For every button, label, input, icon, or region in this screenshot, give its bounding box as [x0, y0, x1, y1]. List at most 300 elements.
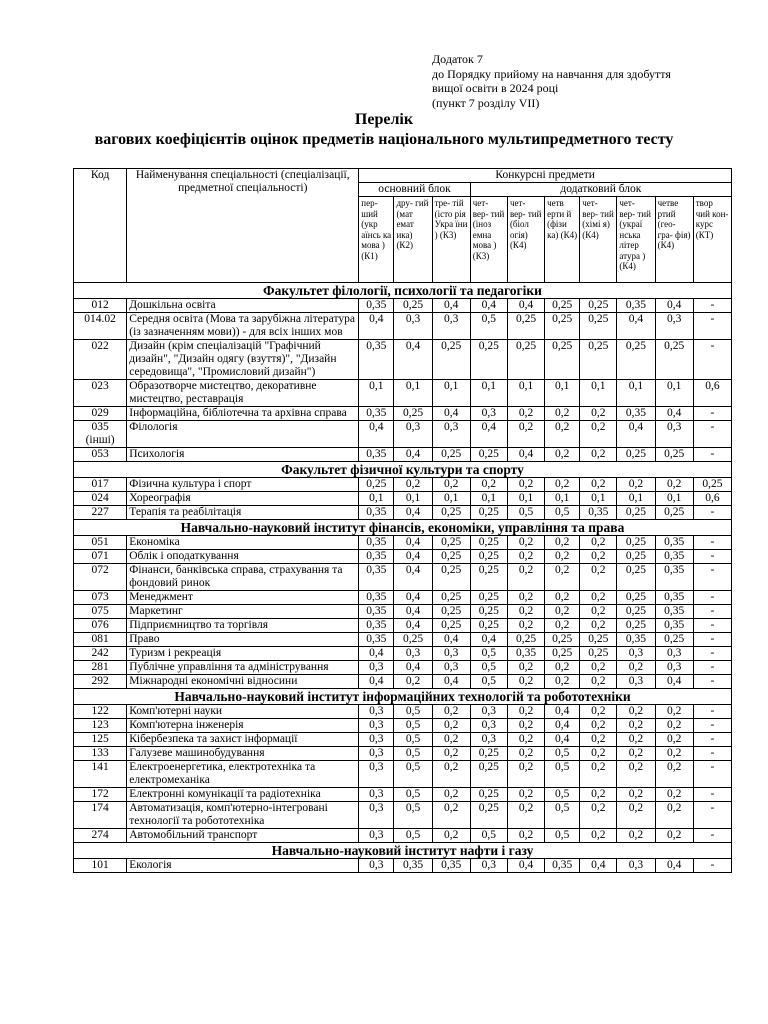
coefficient-cell: 0,25	[655, 633, 693, 647]
table-row	[74, 705, 732, 719]
coefficient-cell: 0,3	[432, 647, 470, 661]
coefficient-cell: -	[693, 675, 731, 689]
coefficient-cell: 0,2	[432, 478, 470, 492]
specialty-name: Комп'ютерна інженерія	[127, 719, 359, 733]
coefficient-cell: 0,2	[545, 605, 580, 619]
coefficient-cell: 0,3	[359, 829, 394, 843]
coefficient-cell: 0,35	[545, 859, 580, 873]
coefficient-cell: 0,1	[580, 492, 617, 506]
coefficient-cell: 0,1	[655, 492, 693, 506]
specialty-name: Автоматизація, комп'ютерно-інтегровані технології та робототехніка	[127, 802, 359, 829]
coefficient-cell: 0,2	[545, 661, 580, 675]
coefficient-cell: 0,35	[359, 633, 394, 647]
coefficient-cell: -	[693, 647, 731, 661]
table-row	[74, 299, 732, 313]
coefficient-cell: 0,3	[359, 705, 394, 719]
coefficient-cell: 0,35	[359, 340, 394, 380]
specialty-name: Філологія	[127, 421, 359, 448]
coefficient-cell: 0,3	[359, 788, 394, 802]
specialty-name: Кібербезпека та захист інформації	[127, 733, 359, 747]
coefficient-cell: 0,4	[394, 340, 432, 380]
specialty-name: Дошкільна освіта	[127, 299, 359, 313]
specialty-code: 133	[74, 747, 127, 761]
coefficient-cell: 0,2	[507, 733, 544, 747]
header-k4d: чет- вер- тий (украї нська літер атура ) (К4)	[617, 197, 655, 283]
specialty-code: 122	[74, 705, 127, 719]
coefficient-cell: 0,2	[655, 788, 693, 802]
coefficient-cell: 0,5	[470, 675, 507, 689]
coefficient-cell: 0,4	[655, 299, 693, 313]
header-k4a: чет- вер- тий (біол огія) (К4)	[507, 197, 544, 283]
coefficient-cell: -	[693, 733, 731, 747]
coefficient-cell: 0,3	[470, 733, 507, 747]
coefficient-cell: 0,5	[394, 733, 432, 747]
coefficient-cell: 0,3	[617, 647, 655, 661]
coefficient-cell: 0,3	[470, 859, 507, 873]
faculty-header-row	[74, 843, 732, 859]
coefficient-cell: 0,4	[359, 421, 394, 448]
specialty-code: 274	[74, 829, 127, 843]
specialty-name: Право	[127, 633, 359, 647]
coefficient-cell: 0,5	[394, 829, 432, 843]
coefficient-cell: 0,1	[617, 380, 655, 407]
coefficient-cell: 0,1	[394, 380, 432, 407]
coefficient-cell: 0,2	[617, 719, 655, 733]
coefficient-cell: 0,3	[359, 747, 394, 761]
faculty-header-row	[74, 283, 732, 299]
coefficient-cell: 0,5	[394, 761, 432, 788]
coefficient-cell: 0,2	[507, 591, 544, 605]
specialty-code: 174	[74, 802, 127, 829]
coefficient-cell: 0,4	[432, 407, 470, 421]
document-subtitle: вагових коефіцієнтів оцінок предметів національного мультипредметного тесту	[94, 131, 674, 148]
coefficient-cell: 0,2	[580, 421, 617, 448]
specialty-code: 081	[74, 633, 127, 647]
coefficient-cell: -	[693, 506, 731, 520]
coefficient-cell: 0,25	[617, 550, 655, 564]
coefficient-cell: 0,4	[507, 448, 544, 462]
coefficient-cell: 0,1	[545, 380, 580, 407]
coefficient-cell: 0,35	[655, 619, 693, 633]
coefficient-cell: 0,2	[432, 788, 470, 802]
table-row	[74, 747, 732, 761]
faculty-name: Навчально-науковий інститут нафти і газу	[74, 843, 732, 859]
coefficient-cell: -	[693, 550, 731, 564]
annex-note	[432, 52, 671, 110]
coefficient-cell: 0,2	[432, 761, 470, 788]
table-row	[74, 448, 732, 462]
specialty-code: 029	[74, 407, 127, 421]
table-row	[74, 564, 732, 591]
coefficient-cell: 0,2	[507, 705, 544, 719]
coefficient-cell: 0,2	[545, 448, 580, 462]
coefficient-cell: 0,5	[394, 747, 432, 761]
coefficient-cell: 0,25	[470, 550, 507, 564]
coefficient-cell: 0,1	[655, 380, 693, 407]
specialty-name: Фінанси, банківська справа, страхування та фондовий ринок	[127, 564, 359, 591]
specialty-code: 242	[74, 647, 127, 661]
coefficient-cell: 0,2	[580, 719, 617, 733]
coefficient-cell: 0,2	[655, 802, 693, 829]
coefficient-cell: 0,2	[507, 829, 544, 843]
coefficient-cell: 0,25	[655, 448, 693, 462]
coefficient-cell: 0,4	[432, 633, 470, 647]
header-k4b: четв ерти й (фізи ка) (К4)	[545, 197, 580, 283]
coefficient-cell: 0,25	[580, 340, 617, 380]
table-row	[74, 407, 732, 421]
coefficient-cell: 0,2	[580, 829, 617, 843]
coefficient-cell: 0,1	[507, 380, 544, 407]
header-main-block: основний блок	[359, 183, 471, 197]
coefficient-cell: 0,2	[617, 788, 655, 802]
table-row	[74, 536, 732, 550]
specialty-code: 071	[74, 550, 127, 564]
coefficient-cell: 0,35	[580, 506, 617, 520]
coefficient-cell: 0,2	[580, 705, 617, 719]
coefficient-cell: 0,2	[580, 536, 617, 550]
coefficient-cell: 0,5	[394, 705, 432, 719]
coefficient-cell: 0,35	[359, 591, 394, 605]
table-row	[74, 492, 732, 506]
faculty-name: Факультет філології, психології та педагогіки	[74, 283, 732, 299]
table-row	[74, 647, 732, 661]
coefficient-cell: 0,35	[359, 407, 394, 421]
coefficient-cell: 0,3	[432, 421, 470, 448]
table-row	[74, 506, 732, 520]
header-kt: твор чий кон- курс (КТ)	[693, 197, 731, 283]
coefficient-cell: 0,3	[617, 859, 655, 873]
coefficient-cell: 0,2	[507, 802, 544, 829]
coefficient-cell: 0,4	[507, 859, 544, 873]
coefficient-cell: -	[693, 633, 731, 647]
coefficient-cell: 0,2	[432, 719, 470, 733]
coefficient-cell: 0,2	[507, 478, 544, 492]
specialty-code: 014.02	[74, 313, 127, 340]
coefficient-cell: 0,25	[507, 633, 544, 647]
coefficient-cell: 0,2	[655, 719, 693, 733]
table-row	[74, 719, 732, 733]
specialty-code: 141	[74, 761, 127, 788]
faculty-name: Навчально-науковий інститут фінансів, економіки, управління та права	[74, 520, 732, 536]
coefficient-cell: 0,25	[617, 536, 655, 550]
coefficient-cell: 0,2	[655, 747, 693, 761]
coefficient-cell: 0,25	[470, 591, 507, 605]
coefficient-cell: 0,5	[545, 747, 580, 761]
coefficient-cell: 0,25	[432, 506, 470, 520]
coefficient-cell: 0,4	[545, 719, 580, 733]
table-row	[74, 829, 732, 843]
coefficient-cell: 0,25	[432, 619, 470, 633]
coefficient-cell: 0,25	[617, 564, 655, 591]
coefficient-cell: 0,2	[580, 788, 617, 802]
specialty-name: Психологія	[127, 448, 359, 462]
header-k2: дру- гий (мат емат ика) (К2)	[394, 197, 432, 283]
coefficient-cell: 0,2	[580, 747, 617, 761]
coefficient-cell: 0,2	[580, 761, 617, 788]
specialty-code: 051	[74, 536, 127, 550]
coefficient-cell: 0,2	[507, 761, 544, 788]
coefficient-cell: 0,25	[617, 448, 655, 462]
coefficient-cell: 0,25	[545, 340, 580, 380]
coefficient-cell: 0,4	[470, 633, 507, 647]
coefficient-cell: 0,4	[394, 536, 432, 550]
table-row	[74, 619, 732, 633]
faculty-name: Факультет фізичної культури та спорту	[74, 462, 732, 478]
coefficient-cell: 0,25	[470, 802, 507, 829]
coefficient-cell: 0,25	[432, 448, 470, 462]
annex-line: до Порядку прийому на навчання для здобуття	[432, 66, 671, 81]
coefficient-cell: 0,2	[432, 705, 470, 719]
table-row	[74, 313, 732, 340]
coefficient-cell: 0,25	[432, 591, 470, 605]
coefficient-cell: 0,2	[432, 733, 470, 747]
coefficient-cell: 0,2	[580, 619, 617, 633]
coefficient-cell: 0,25	[693, 478, 731, 492]
specialty-name: Маркетинг	[127, 605, 359, 619]
coefficient-cell: 0,2	[507, 421, 544, 448]
specialty-code: 076	[74, 619, 127, 633]
coefficient-cell: 0,25	[432, 605, 470, 619]
specialty-code: 281	[74, 661, 127, 675]
table-row	[74, 605, 732, 619]
coefficient-cell: 0,25	[470, 448, 507, 462]
specialty-name: Автомобільний транспорт	[127, 829, 359, 843]
coefficient-cell: -	[693, 705, 731, 719]
specialty-name: Галузеве машинобудування	[127, 747, 359, 761]
coefficient-cell: -	[693, 564, 731, 591]
coefficient-cell: 0,35	[617, 407, 655, 421]
coefficient-cell: 0,3	[359, 859, 394, 873]
specialty-name: Економіка	[127, 536, 359, 550]
coefficient-cell: 0,4	[394, 591, 432, 605]
table-row	[74, 802, 732, 829]
specialty-name: Електронні комунікації та радіотехніка	[127, 788, 359, 802]
table-row	[74, 788, 732, 802]
coefficient-cell: 0,25	[432, 550, 470, 564]
coefficient-cell: 0,2	[507, 619, 544, 633]
coefficient-cell: 0,2	[507, 788, 544, 802]
coefficient-cell: 0,2	[580, 802, 617, 829]
coefficient-cell: 0,2	[617, 829, 655, 843]
coefficient-cell: 0,2	[545, 421, 580, 448]
coefficient-cell: 0,2	[470, 478, 507, 492]
coefficient-cell: 0,5	[394, 719, 432, 733]
coefficient-cell: 0,25	[580, 633, 617, 647]
coefficient-cell: 0,5	[470, 647, 507, 661]
coefficient-cell: 0,1	[394, 492, 432, 506]
coefficient-cell: 0,5	[507, 506, 544, 520]
coefficient-cell: 0,6	[693, 492, 731, 506]
coefficient-cell: 0,25	[470, 340, 507, 380]
coefficient-cell: 0,3	[470, 407, 507, 421]
coefficient-cell: 0,25	[470, 788, 507, 802]
coefficient-cell: 0,25	[470, 605, 507, 619]
table-header-row	[74, 169, 732, 183]
specialty-code: 012	[74, 299, 127, 313]
coefficient-cell: 0,2	[580, 448, 617, 462]
coefficient-cell: 0,25	[545, 633, 580, 647]
coefficient-cell: 0,3	[470, 719, 507, 733]
coefficient-cell: 0,2	[580, 564, 617, 591]
specialty-code: 024	[74, 492, 127, 506]
specialty-name: Інформаційна, бібліотечна та архівна справа	[127, 407, 359, 421]
coefficient-cell: 0,4	[394, 506, 432, 520]
coefficient-cell: 0,6	[693, 380, 731, 407]
coefficient-cell: 0,2	[580, 733, 617, 747]
coefficient-cell: 0,2	[545, 536, 580, 550]
coefficient-cell: -	[693, 802, 731, 829]
coefficient-cell: 0,3	[359, 802, 394, 829]
coefficient-cell: 0,3	[359, 733, 394, 747]
coefficient-cell: 0,4	[394, 564, 432, 591]
coefficient-cell: 0,25	[470, 536, 507, 550]
specialty-name: Хореографія	[127, 492, 359, 506]
specialty-name: Публічне управління та адміністрування	[127, 661, 359, 675]
specialty-code: 227	[74, 506, 127, 520]
coefficient-cell: 0,1	[359, 492, 394, 506]
coefficient-cell: 0,35	[359, 550, 394, 564]
coefficient-cell: 0,4	[359, 675, 394, 689]
specialty-name: Облік і оподаткування	[127, 550, 359, 564]
coefficient-cell: 0,2	[580, 407, 617, 421]
coefficient-cell: 0,2	[655, 705, 693, 719]
coefficient-cell: 0,35	[394, 859, 432, 873]
specialty-code: 123	[74, 719, 127, 733]
coefficient-cell: 0,25	[580, 647, 617, 661]
coefficient-cell: 0,5	[545, 829, 580, 843]
coefficient-cell: 0,2	[507, 536, 544, 550]
coefficient-cell: 0,5	[470, 829, 507, 843]
coefficient-cell: 0,2	[580, 605, 617, 619]
specialty-name: Терапія та реабілітація	[127, 506, 359, 520]
coefficient-cell: -	[693, 719, 731, 733]
table-row	[74, 478, 732, 492]
coefficient-cell: 0,3	[655, 421, 693, 448]
coefficient-cell: 0,2	[507, 564, 544, 591]
coefficient-cell: 0,2	[432, 829, 470, 843]
coefficient-cell: 0,1	[545, 492, 580, 506]
table-row	[74, 380, 732, 407]
specialty-code: 053	[74, 448, 127, 462]
coefficient-cell: 0,25	[470, 747, 507, 761]
coefficient-cell: 0,2	[655, 478, 693, 492]
coefficient-cell: 0,35	[655, 536, 693, 550]
coefficient-cell: 0,1	[432, 380, 470, 407]
coefficient-cell: 0,2	[507, 661, 544, 675]
coefficient-cell: 0,4	[545, 705, 580, 719]
specialty-code: 035 (інші)	[74, 421, 127, 448]
table-row	[74, 633, 732, 647]
table-row	[74, 550, 732, 564]
table-row	[74, 661, 732, 675]
coefficient-cell: 0,35	[359, 506, 394, 520]
header-k3b: чет- вер- тий (інoз емна мова ) (К3)	[470, 197, 507, 283]
coefficient-cell: 0,1	[470, 492, 507, 506]
coefficient-cell: 0,1	[359, 380, 394, 407]
coefficient-cell: 0,2	[580, 675, 617, 689]
coefficient-cell: 0,25	[394, 299, 432, 313]
coefficient-cell: 0,1	[470, 380, 507, 407]
specialty-name: Комп'ютерні науки	[127, 705, 359, 719]
specialty-code: 125	[74, 733, 127, 747]
coefficient-cell: 0,35	[507, 647, 544, 661]
specialty-name: Фізична культура і спорт	[127, 478, 359, 492]
annex-line: (пункт 7 розділу VII)	[432, 95, 540, 110]
coefficient-cell: 0,5	[545, 802, 580, 829]
coefficient-cell: 0,4	[394, 448, 432, 462]
header-k3a: тре- тій (істо рія Укра їни ) (К3)	[432, 197, 470, 283]
coefficient-cell: 0,25	[432, 564, 470, 591]
coefficient-cell: 0,25	[617, 506, 655, 520]
annex-line: Додаток 7	[432, 52, 483, 66]
coefficient-cell: 0,35	[359, 564, 394, 591]
coefficient-cell: 0,3	[432, 313, 470, 340]
coefficient-cell: 0,4	[507, 299, 544, 313]
coefficient-cell: 0,2	[580, 591, 617, 605]
coefficient-cell: 0,35	[359, 536, 394, 550]
coefficient-cell: 0,35	[359, 448, 394, 462]
coefficient-cell: 0,2	[617, 478, 655, 492]
faculty-name: Навчально-науковий інститут інформаційних технологій та робототехніки	[74, 689, 732, 705]
coefficient-cell: 0,2	[394, 478, 432, 492]
coefficient-cell: 0,25	[545, 313, 580, 340]
coefficient-cell: 0,2	[507, 719, 544, 733]
coefficient-cell: 0,1	[507, 492, 544, 506]
document-title: Перелік	[354, 111, 414, 128]
coefficient-cell: -	[693, 591, 731, 605]
coefficient-cell: 0,2	[617, 705, 655, 719]
coefficient-cell: -	[693, 536, 731, 550]
coefficient-cell: 0,4	[580, 859, 617, 873]
coefficient-cell: 0,2	[545, 591, 580, 605]
coefficient-cell: 0,3	[359, 661, 394, 675]
coefficient-cell: 0,2	[580, 550, 617, 564]
table-row	[74, 733, 732, 747]
coefficient-cell: -	[693, 421, 731, 448]
coefficient-cell: -	[693, 619, 731, 633]
coefficient-cell: 0,2	[580, 661, 617, 675]
coefficient-cell: 0,4	[432, 675, 470, 689]
header-k1: пер- ший (укр аїнсь ка мова )(К1)	[359, 197, 394, 283]
header-extra-block: додатковий блок	[470, 183, 731, 197]
coefficient-cell: 0,4	[655, 407, 693, 421]
coefficient-cell: 0,4	[655, 859, 693, 873]
coefficient-cell: -	[693, 605, 731, 619]
coefficient-cell: 0,5	[545, 761, 580, 788]
faculty-header-row	[74, 689, 732, 705]
coefficient-cell: 0,25	[545, 299, 580, 313]
coefficient-cell: 0,25	[470, 506, 507, 520]
coefficient-cell: -	[693, 788, 731, 802]
table-row	[74, 591, 732, 605]
specialty-name: Підприємництво та торгівля	[127, 619, 359, 633]
coefficient-cell: 0,4	[394, 605, 432, 619]
coefficient-cell: 0,4	[394, 550, 432, 564]
table-row	[74, 761, 732, 788]
coefficient-cell: 0,35	[655, 591, 693, 605]
specialty-name: Екологія	[127, 859, 359, 873]
coefficient-cell: 0,4	[394, 619, 432, 633]
coefficient-cell: 0,4	[617, 421, 655, 448]
coefficient-cell: 0,1	[432, 492, 470, 506]
coefficient-cell: 0,2	[545, 478, 580, 492]
coefficient-cell: 0,5	[394, 788, 432, 802]
coefficient-cell: -	[693, 448, 731, 462]
coefficient-cell: 0,25	[545, 647, 580, 661]
specialty-name: Дизайн (крім спеціалізацій "Графічний дизайн", "Дизайн одягу (взуття)", "Дизайн середовища", "Промисловий дизайн")	[127, 340, 359, 380]
coefficient-cell: 0,25	[617, 591, 655, 605]
coefficient-cell: 0,2	[655, 733, 693, 747]
